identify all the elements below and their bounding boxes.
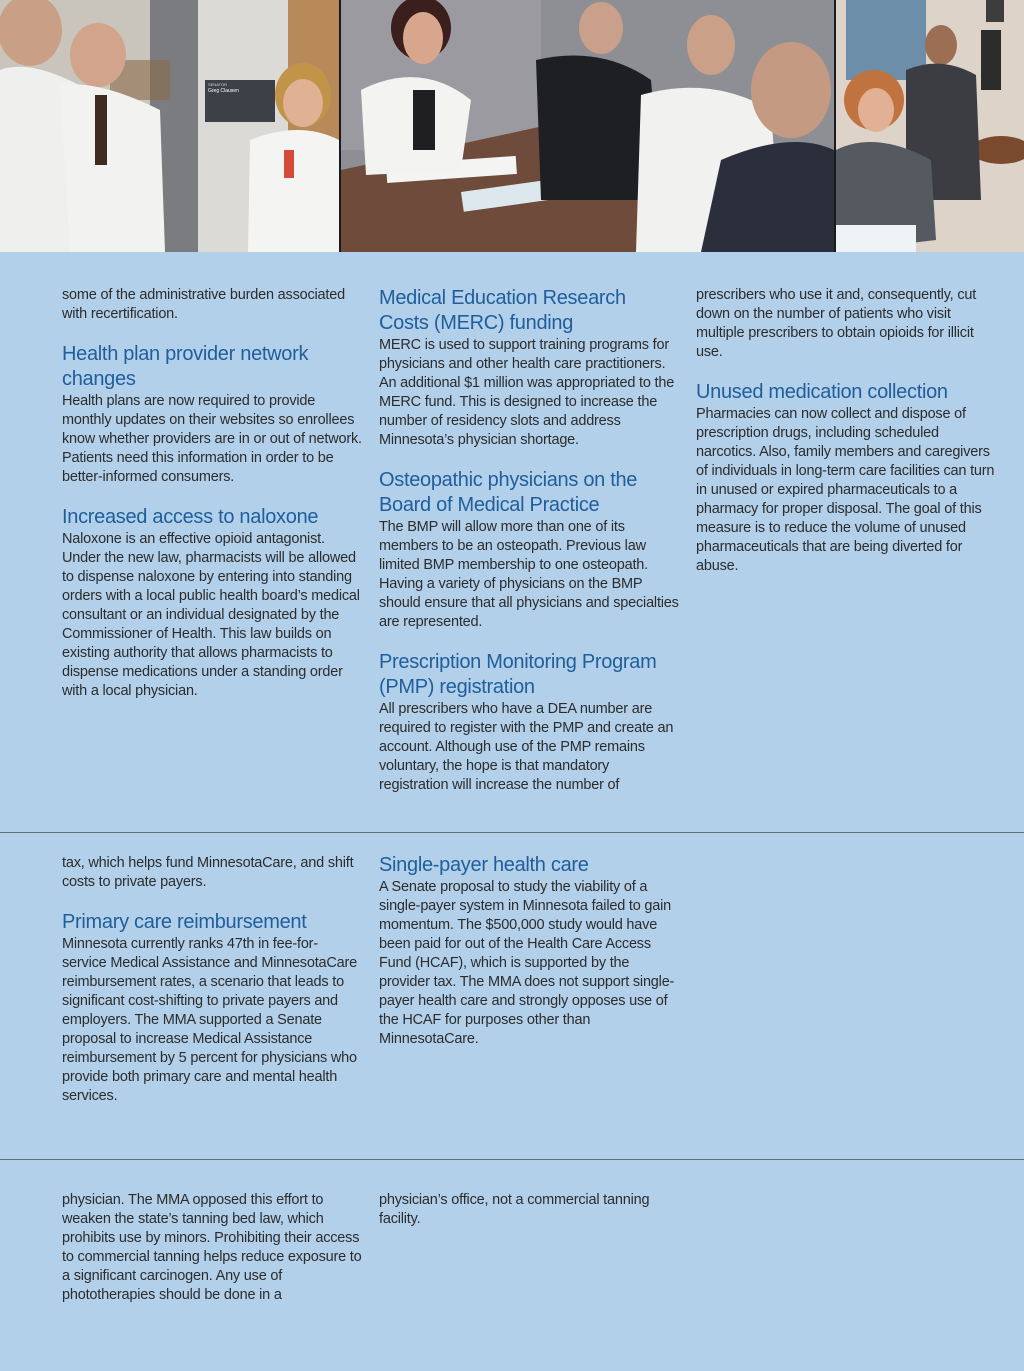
meeting-at-table-photo: [341, 0, 834, 252]
article-panel-2: [0, 832, 1024, 1159]
continued-paragraph: physician’s office, not a commercial tanning facility.: [379, 1192, 650, 1227]
section-body: Minnesota currently ranks 47th in fee-for-service Medical Assistance and MinnesotaCare reimbursement rates, a scenario that leads to significant cost-shifting to private payers and employers. The MMA supported a Senate proposal to increase Medical Assistance reimbursement by 5 percent for physicians who provide both primary care and mental health services.: [62, 936, 358, 1104]
continued-paragraph: prescribers who use it and, consequently, cut down on the number of patients who visit multiple prescribers to obtain opioids for illicit use.: [696, 287, 977, 360]
section-heading: Unused medication collection: [696, 381, 948, 403]
panel2-column-2: [379, 853, 679, 1067]
panel1-column-1: [62, 286, 362, 719]
section-heading: Increased access to naloxone: [62, 506, 319, 528]
continued-paragraph: physician. The MMA opposed this effort to weaken the state’s tanning bed law, which prohibits use by minors. Prohibiting their access to commercial tanning helps reduce exposure to a significant carcinogen. Any use of phototherapies should be done in a: [62, 1192, 362, 1303]
photo-strip: [0, 0, 1024, 252]
consultation-photo: [836, 0, 1024, 252]
panel2-column-1: [62, 854, 362, 1124]
section-heading: Prescription Monitoring Program (PMP) registration: [379, 651, 657, 698]
section-body: MERC is used to support training programs for physicians and other health care practitioners. An additional $1 million was appropriated to the MERC fund. This is designed to increase the number of residency slots and address Minnesota’s physician shortage.: [379, 337, 675, 448]
section-body: Naloxone is an effective opioid antagonist. Under the new law, pharmacists will be allowed to dispense naloxone by entering into standing orders with a local public health board’s medical consultant or an individual designated by the Commissioner of Health. This law builds on existing authority that allows pharmacists to dispense medications under a standing order with a local physician.: [62, 531, 360, 699]
section-body: A Senate proposal to study the viability of a single-payer system in Minnesota failed to gain momentum. The $500,000 study would have been paid for out of the Health Care Access Fund (HCAF), which is supported by the provider tax. The MMA does not support single-payer health care and strongly opposes use of the HCAF for purposes other than MinnesotaCare.: [379, 879, 675, 1047]
section-heading: Single-payer health care: [379, 854, 589, 876]
panel1-column-3: [696, 286, 996, 594]
continued-paragraph: some of the administrative burden associated with recertification.: [62, 287, 345, 322]
panel3-column-2: [379, 1191, 679, 1247]
section-heading: Primary care reimbursement: [62, 911, 307, 933]
panel3-column-1: [62, 1191, 362, 1323]
article-panel-1: [0, 252, 1024, 830]
section-body: The BMP will allow more than one of its members to be an osteopath. Previous law limited BMP membership to one osteopath. Having a variety of physicians on the BMP should ensure that all physicians and specialties are represented.: [379, 519, 679, 630]
continued-paragraph: tax, which helps fund MinnesotaCare, and shift costs to private payers.: [62, 855, 354, 890]
section-heading: Health plan provider network changes: [62, 343, 309, 390]
door-sign-line2: Greg Clausen: [208, 88, 239, 94]
physicians-laughing-photo: [0, 0, 339, 252]
article-panel-3: [0, 1159, 1024, 1371]
section-heading: Osteopathic physicians on the Board of Medical Practice: [379, 469, 638, 516]
section-body: Pharmacies can now collect and dispose of prescription drugs, including scheduled narcotics. Also, family members and caregivers of individuals in long-term care facilities can turn in unused or expired pharmaceuticals to a pharmacy for proper disposal. The goal of this measure is to reduce the volume of unused pharmaceuticals that are being diverted for abuse.: [696, 406, 995, 574]
section-body: Health plans are now required to provide monthly updates on their websites so enrollees know whether providers are in or out of network. Patients need this information in order to be better-informed consumers.: [62, 393, 362, 485]
panel1-column-2: [379, 286, 679, 813]
section-body: All prescribers who have a DEA number are required to register with the PMP and create an account. Although use of the PMP remains voluntary, the hope is that mandatory registration will increase the number of: [379, 701, 674, 793]
door-sign-line1: SENATOR: [208, 82, 227, 87]
section-heading: Medical Education Research Costs (MERC) funding: [379, 287, 626, 334]
